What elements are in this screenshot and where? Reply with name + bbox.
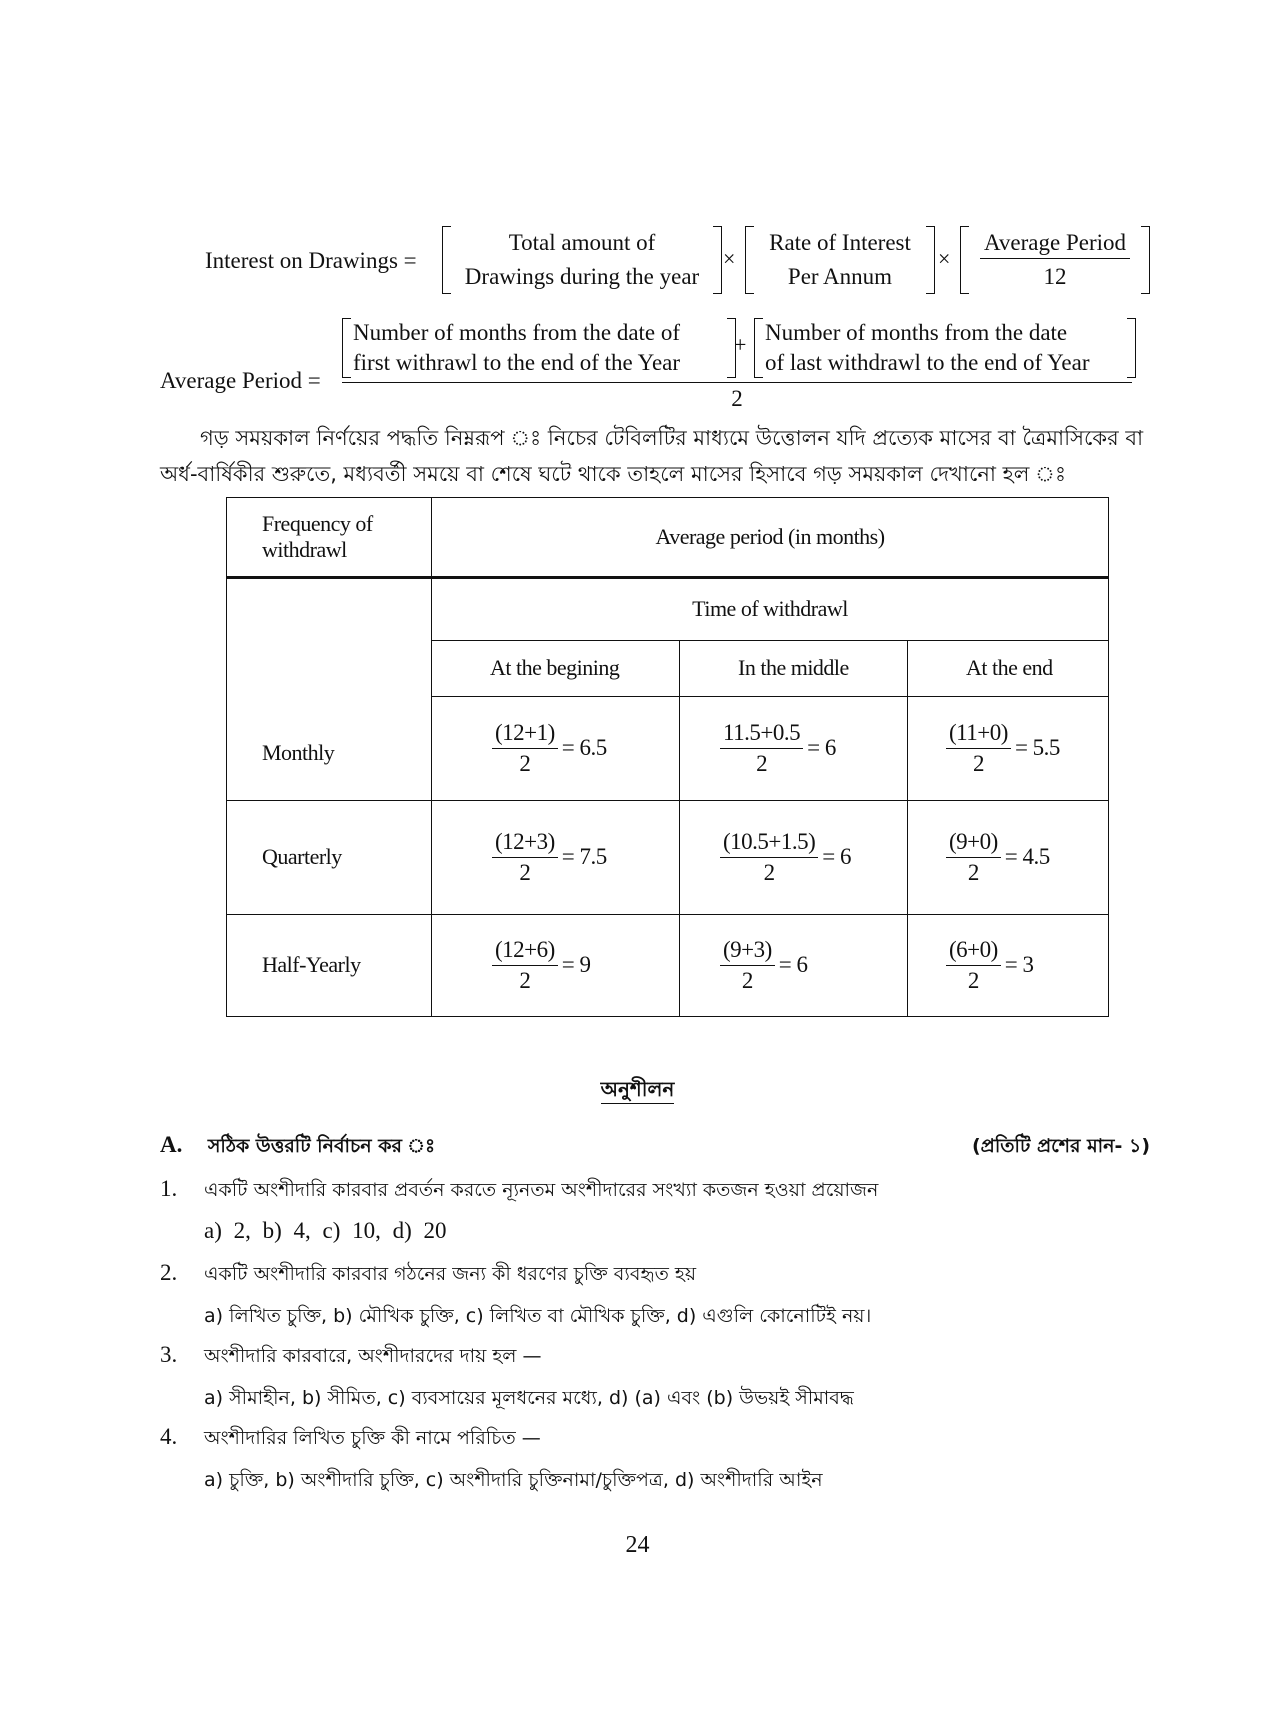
formula1-term2-line1: Rate of Interest xyxy=(769,230,911,255)
formula2-lhs: Average Period = xyxy=(160,368,321,393)
quarterly-middle-result: = 6 xyxy=(822,844,852,870)
quarterly-end-den: 2 xyxy=(967,859,979,885)
quarterly-middle-num: (10.5+1.5) xyxy=(720,827,818,858)
formula1-term1-line2: Drawings during the year xyxy=(464,264,700,289)
cell-monthly-middle xyxy=(680,696,908,800)
question-4 xyxy=(160,1424,1160,1456)
cell-half-yearly-begin xyxy=(432,914,680,1016)
exercise-title-text: অনুশীলন xyxy=(601,1077,675,1104)
formula1-lhs: Interest on Drawings = xyxy=(205,248,417,273)
average-period-header: Average period (in months) xyxy=(432,498,1109,578)
monthly-middle-num: 11.5+0.5 xyxy=(720,718,803,749)
monthly-end-result: = 5.5 xyxy=(1014,735,1060,761)
cell-quarterly-middle xyxy=(680,801,908,914)
time-of-withdrawl-header: Time of withdrawl xyxy=(432,578,1109,640)
formula2-term2-line1: Number of months from the date xyxy=(765,320,1068,345)
col-header-end: At the end xyxy=(908,640,1109,696)
question-2 xyxy=(160,1260,1160,1292)
half-yearly-begin-den: 2 xyxy=(519,967,531,993)
cell-monthly-begin xyxy=(432,696,680,800)
question-2-text: একটি অংশীদারি কারবার গঠনের জন্য কী ধরণের চুক্তি ব্যবহৃত হয় xyxy=(204,1263,697,1285)
question-1-options: a) 2, b) 4, c) 10, d) 20 xyxy=(204,1218,447,1243)
cell-half-yearly-end xyxy=(908,914,1109,1016)
question-3-number: 3. xyxy=(160,1342,178,1367)
row-label-half-yearly: Half-Yearly xyxy=(227,914,432,1016)
row-label-monthly: Monthly xyxy=(227,578,432,801)
quarterly-end-result: = 4.5 xyxy=(1004,844,1050,870)
formula2-term1 xyxy=(342,318,736,378)
quarterly-begin-num: (12+3) xyxy=(492,827,558,858)
formula1-term3 xyxy=(960,226,1150,294)
exercise-title xyxy=(0,1075,1275,1108)
formula1-term1-line1: Total amount of xyxy=(508,230,656,255)
formula2-plus: + xyxy=(734,332,747,357)
col-header-middle: In the middle xyxy=(680,640,908,696)
question-4-options: a) চুক্তি, b) অংশীদারি চুক্তি, c) অংশীদারি চুক্তিনামা/চুক্তিপত্র, d) অংশীদারি আইন xyxy=(204,1469,823,1491)
cell-monthly-end xyxy=(908,696,1109,800)
section-marks: (প্রতিটি প্রশের মান- ১) xyxy=(972,1135,1150,1157)
monthly-middle-result: = 6 xyxy=(807,735,836,761)
method-paragraph xyxy=(160,420,1160,492)
monthly-begin-result: = 6.5 xyxy=(561,735,607,761)
formula1-term3-numerator: Average Period xyxy=(980,228,1130,259)
page-number: 24 xyxy=(625,1532,650,1558)
half-yearly-end-result: = 3 xyxy=(1004,952,1034,978)
col-header-begining: At the begining xyxy=(432,640,680,696)
formula2-term1-line2: first withrawl to the end of the Year xyxy=(353,350,681,375)
section-instruction: সঠিক উত্তরটি নির্বাচন কর ঃ xyxy=(207,1135,436,1157)
half-yearly-middle-den: 2 xyxy=(741,967,753,993)
cell-quarterly-begin xyxy=(432,801,680,914)
formula1-times-2: × xyxy=(938,246,951,271)
formula1-term3-denominator: 12 xyxy=(1043,264,1067,290)
interest-on-drawings-formula xyxy=(205,226,1135,296)
average-period-formula xyxy=(160,316,1150,416)
question-3-options: a) সীমাহীন, b) সীমিত, c) ব্যবসায়ের মূলধনের মধ্যে, d) (a) এবং (b) উভয়ই সীমাবদ্ধ xyxy=(204,1387,854,1409)
formula2-term2 xyxy=(754,318,1136,378)
question-1-text: একটি অংশীদারি কারবার প্রবর্তন করতে ন্যূনতম অংশীদারের সংখ্যা কতজন হওয়া প্রয়োজন xyxy=(204,1179,879,1201)
paragraph-line-2: অর্ধ-বার্ষিকীর শুরুতে, মধ্যবর্তী সময়ে বা শেষে ঘটে থাকে তাহলে মাসের হিসাবে গড় সময়কাল দেখানো হল ঃ xyxy=(160,462,1067,486)
half-yearly-middle-num: (9+3) xyxy=(720,935,775,966)
question-3 xyxy=(160,1342,1160,1374)
quarterly-end-num: (9+0) xyxy=(946,827,1001,858)
half-yearly-end-den: 2 xyxy=(967,967,979,993)
frequency-header-line2: withdrawl xyxy=(262,537,347,563)
monthly-begin-num: (12+1) xyxy=(492,718,558,749)
half-yearly-begin-num: (12+6) xyxy=(492,935,558,966)
half-yearly-middle-result: = 6 xyxy=(778,952,808,978)
row-label-quarterly: Quarterly xyxy=(227,801,432,914)
half-yearly-begin-result: = 9 xyxy=(561,952,591,978)
quarterly-middle-den: 2 xyxy=(763,859,775,885)
paragraph-line-1: গড় সময়কাল নির্ণয়ের পদ্ধতি নিম্নরূপ ঃ নিচের টেবিলটির মাধ্যমে উত্তোলন যদি প্রত্যেক মাসের বা ত্রৈমাসিকের বা xyxy=(200,426,1144,450)
formula1-term2 xyxy=(745,226,935,294)
question-4-number: 4. xyxy=(160,1424,178,1449)
formula1-times-1: × xyxy=(723,246,736,271)
formula1-term2-line2: Per Annum xyxy=(787,264,893,289)
cell-quarterly-end xyxy=(908,801,1109,914)
monthly-begin-den: 2 xyxy=(519,750,531,776)
section-a-header xyxy=(160,1132,1150,1164)
monthly-end-num: (11+0) xyxy=(946,718,1011,749)
quarterly-begin-den: 2 xyxy=(519,859,531,885)
question-2-options: a) লিখিত চুক্তি, b) মৌখিক চুক্তি, c) লিখিত বা মৌখিক চুক্তি, d) এগুলি কোনোটিই নয়। xyxy=(204,1305,872,1327)
quarterly-begin-result: = 7.5 xyxy=(561,844,607,870)
section-letter: A. xyxy=(160,1132,183,1157)
monthly-end-den: 2 xyxy=(972,750,984,776)
average-period-table xyxy=(226,497,1109,1017)
question-1-number: 1. xyxy=(160,1176,178,1201)
formula2-numerator xyxy=(342,316,1132,383)
frequency-header-line1: Frequency of xyxy=(262,511,373,537)
half-yearly-end-num: (6+0) xyxy=(946,935,1001,966)
frequency-header xyxy=(227,498,432,578)
question-2-number: 2. xyxy=(160,1260,178,1285)
monthly-middle-den: 2 xyxy=(756,750,768,776)
cell-half-yearly-middle xyxy=(680,914,908,1016)
question-1 xyxy=(160,1176,1160,1208)
formula2-term2-line2: of last withdrawl to the end of Year xyxy=(765,350,1090,375)
formula2-denominator: 2 xyxy=(731,386,743,411)
question-4-text: অংশীদারির লিখিত চুক্তি কী নামে পরিচিত — xyxy=(204,1427,541,1449)
formula2-term1-line1: Number of months from the date of xyxy=(353,320,681,345)
formula1-term1 xyxy=(442,226,722,294)
question-3-text: অংশীদারি কারবারে, অংশীদারদের দায় হল — xyxy=(204,1345,542,1367)
